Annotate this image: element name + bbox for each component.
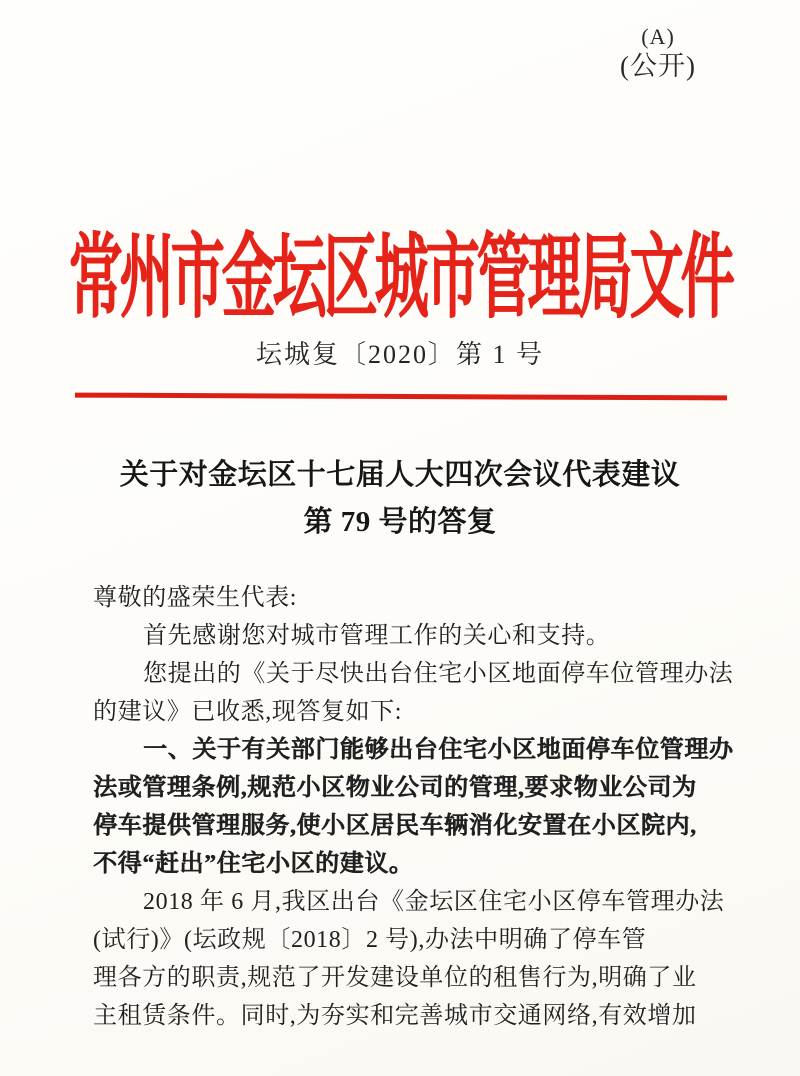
body-line: 一、关于有关部门能够出台住宅小区地面停车位管理办	[143, 737, 734, 763]
letterhead-row	[0, 204, 800, 330]
grade-mark: (A)	[641, 24, 675, 49]
body-line: 您提出的《关于尽快出台住宅小区地面停车位管理办法	[143, 661, 734, 687]
body-line: 不得“赶出”住宅小区的建议。	[93, 851, 414, 877]
document-title	[0, 452, 800, 546]
body-line: 停车提供管理服务,使小区居民车辆消化安置在小区院内,	[93, 813, 697, 839]
agency-letterhead: 常州市金坛区城市管理局文件	[68, 226, 732, 330]
body-line: 主租赁条件。同时,为夯实和完善城市交通网络,有效增加	[93, 1003, 697, 1029]
publicity-mark: (公开)	[620, 51, 696, 82]
body-line: 的建议》已收悉,现答复如下:	[93, 699, 403, 725]
classification-marks	[620, 24, 696, 82]
body-line: (试行)》(坛政规〔2018〕2 号),办法中明确了停车管	[93, 927, 647, 953]
body-line: 尊敬的盛荣生代表:	[93, 585, 298, 611]
body-line: 首先感谢您对城市管理工作的关心和支持。	[143, 623, 611, 649]
body-line: 理各方的职责,规范了开发建设单位的租售行为,明确了业	[93, 965, 697, 991]
document-number: 坛城复〔2020〕第 1 号	[255, 340, 544, 369]
body-line: 2018 年 6 月,我区出台《金坛区住宅小区停车管理办法	[143, 889, 725, 915]
document-title-line2: 第 79 号的答复	[303, 506, 497, 538]
body-line: 法或管理条例,规范小区物业公司的管理,要求物业公司为	[93, 775, 697, 801]
red-divider	[75, 393, 727, 401]
document-body	[93, 579, 734, 1035]
document-title-line1: 关于对金坛区十七届人大四次会议代表建议	[119, 459, 681, 491]
